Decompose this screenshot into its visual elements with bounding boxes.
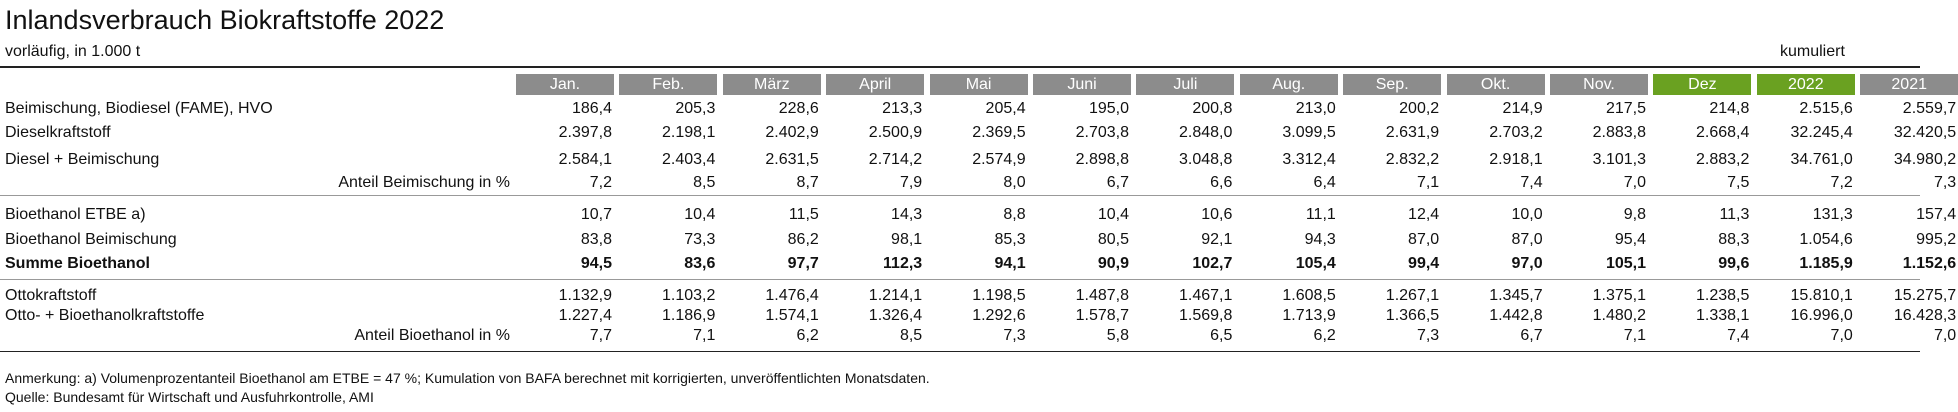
table-cell: 97,7 (787, 255, 819, 272)
table-cell: 88,3 (1718, 231, 1750, 248)
table-cell: 1.326,4 (868, 307, 923, 324)
table-cell: 1.338,1 (1696, 307, 1750, 324)
table-cell: 1.569,8 (1179, 307, 1233, 324)
table-cell: 34.980,2 (1893, 151, 1957, 168)
column-header: Dez (1653, 74, 1751, 95)
section-divider (0, 279, 1920, 280)
row-label: Bioethanol ETBE a) (5, 206, 146, 223)
table-cell: 2.515,6 (1799, 100, 1853, 117)
row-label: Beimischung, Biodiesel (FAME), HVO (5, 100, 273, 117)
table-cell: 213,0 (1295, 100, 1336, 117)
table-cell: 92,1 (1201, 231, 1233, 248)
table-cell: 1.467,1 (1179, 287, 1233, 304)
table-cell: 73,3 (684, 231, 716, 248)
table-cell: 87,0 (1408, 231, 1440, 248)
column-header: Okt. (1447, 74, 1545, 95)
table-cell: 94,5 (580, 255, 612, 272)
table-cell: 2.631,9 (1385, 124, 1440, 141)
column-header: Aug. (1240, 74, 1338, 95)
row-label: Anteil Beimischung in % (338, 174, 510, 191)
row-label: Diesel + Beimischung (5, 151, 160, 168)
column-header: Juni (1033, 74, 1131, 95)
table-cell: 1.480,2 (1592, 307, 1646, 324)
table-cell: 10,0 (1511, 206, 1543, 223)
table-cell: 2.848,0 (1179, 124, 1233, 141)
row-label: Dieselkraftstoff (5, 124, 111, 141)
table-cell: 1.214,1 (868, 287, 923, 304)
table-cell: 1.476,4 (765, 287, 819, 304)
table-cell: 1.578,7 (1075, 307, 1129, 324)
table-cell: 80,5 (1097, 231, 1129, 248)
table-cell: 6,4 (1313, 174, 1336, 191)
table-cell: 15.275,7 (1893, 287, 1957, 304)
table-cell: 7,0 (1933, 327, 1957, 344)
table-cell: 8,8 (1003, 206, 1026, 223)
source-note: Quelle: Bundesamt für Wirtschaft und Ausfuhrkontrolle, AMI (5, 389, 374, 405)
table-cell: 2.369,5 (972, 124, 1026, 141)
table-cell: 95,4 (1614, 231, 1646, 248)
table-cell: 7,2 (1830, 174, 1853, 191)
table-cell: 7,1 (693, 327, 716, 344)
table-cell: 205,3 (675, 100, 716, 117)
row-label: Anteil Bioethanol in % (354, 327, 510, 344)
row-label: Bioethanol Beimischung (5, 231, 177, 248)
table-cell: 16.428,3 (1893, 307, 1957, 324)
table-cell: 87,0 (1511, 231, 1543, 248)
table-cell: 34.761,0 (1790, 151, 1853, 168)
table-cell: 1.608,5 (1282, 287, 1336, 304)
table-cell: 7,4 (1727, 327, 1750, 344)
column-header: Juli (1136, 74, 1234, 95)
table-cell: 15.810,1 (1790, 287, 1853, 304)
table-cell: 6,2 (796, 327, 819, 344)
table-cell: 7,3 (1933, 174, 1957, 191)
table-cell: 7,0 (1830, 327, 1853, 344)
table-cell: 11,3 (1719, 206, 1750, 223)
table-cell: 2.918,1 (1489, 151, 1543, 168)
table-cell: 2.898,8 (1075, 151, 1129, 168)
table-cell: 8,7 (796, 174, 819, 191)
table-cell: 186,4 (571, 100, 612, 117)
top-rule (0, 66, 1920, 68)
table-cell: 8,0 (1003, 174, 1026, 191)
table-cell: 1.185,9 (1799, 255, 1853, 272)
table-cell: 2.198,1 (662, 124, 716, 141)
table-cell: 2.559,7 (1902, 100, 1957, 117)
table-cell: 3.048,8 (1179, 151, 1233, 168)
table-cell: 10,6 (1201, 206, 1233, 223)
column-header: Jan. (516, 74, 614, 95)
column-header: Nov. (1550, 74, 1648, 95)
table-cell: 3.099,5 (1282, 124, 1336, 141)
row-label: Summe Bioethanol (5, 255, 150, 272)
table-cell: 214,9 (1502, 100, 1543, 117)
row-label: Otto- + Bioethanolkraftstoffe (5, 307, 205, 324)
table-cell: 995,2 (1916, 231, 1957, 248)
table-cell: 2.584,1 (558, 151, 612, 168)
bottom-rule (0, 351, 1920, 352)
table-cell: 5,8 (1106, 327, 1129, 344)
table-cell: 7,0 (1623, 174, 1646, 191)
table-cell: 94,1 (994, 255, 1026, 272)
table-cell: 97,0 (1511, 255, 1543, 272)
table-cell: 9,8 (1623, 206, 1646, 223)
table-cell: 11,1 (1305, 206, 1336, 223)
footnote: Anmerkung: a) Volumenprozentanteil Bioethanol am ETBE = 47 %; Kumulation von BAFA berechnet mit korrigierten, unveröffentlichten Monatsdaten. (5, 370, 930, 386)
table-subtitle: vorläufig, in 1.000 t (5, 43, 141, 60)
table-cell: 7,3 (1003, 327, 1026, 344)
table-cell: 1.267,1 (1385, 287, 1440, 304)
table-cell: 14,3 (891, 206, 923, 223)
table-cell: 7,5 (1727, 174, 1750, 191)
column-header: 2022 (1757, 74, 1855, 95)
table-cell: 1.487,8 (1075, 287, 1129, 304)
table-cell: 6,7 (1520, 327, 1543, 344)
table-cell: 8,5 (693, 174, 716, 191)
table-title: Inlandsverbrauch Biokraftstoffe 2022 (5, 5, 445, 35)
table-cell: 3.312,4 (1282, 151, 1336, 168)
table-cell: 32.420,5 (1893, 124, 1957, 141)
table-cell: 2.500,9 (868, 124, 923, 141)
table-cell: 6,6 (1210, 174, 1233, 191)
table-cell: 6,2 (1313, 327, 1336, 344)
table-cell: 2.403,4 (662, 151, 716, 168)
cumulative-label: kumuliert (1780, 43, 1845, 60)
table-cell: 2.668,4 (1696, 124, 1750, 141)
table-cell: 1.375,1 (1592, 287, 1646, 304)
table-cell: 1.345,7 (1489, 287, 1543, 304)
table-cell: 32.245,4 (1790, 124, 1853, 141)
table-cell: 7,4 (1520, 174, 1543, 191)
table-cell: 1.574,1 (765, 307, 819, 324)
table-cell: 200,2 (1399, 100, 1440, 117)
table-cell: 99,4 (1408, 255, 1440, 272)
table-cell: 1.442,8 (1489, 307, 1543, 324)
table-cell: 86,2 (787, 231, 819, 248)
table-cell: 90,9 (1097, 255, 1129, 272)
table-cell: 205,4 (985, 100, 1026, 117)
table-cell: 2.631,5 (765, 151, 819, 168)
table-cell: 1.186,9 (662, 307, 716, 324)
table-cell: 2.397,8 (558, 124, 612, 141)
table-cell: 228,6 (778, 100, 819, 117)
row-label: Ottokraftstoff (5, 287, 97, 304)
table-cell: 10,4 (1097, 206, 1129, 223)
column-header: April (826, 74, 924, 95)
table-cell: 6,5 (1210, 327, 1233, 344)
table-cell: 1.054,6 (1799, 231, 1853, 248)
table-cell: 1.132,9 (558, 287, 612, 304)
table-cell: 10,4 (684, 206, 716, 223)
table-cell: 1.198,5 (972, 287, 1026, 304)
table-cell: 7,1 (1416, 174, 1440, 191)
table-cell: 98,1 (891, 231, 923, 248)
table-cell: 195,0 (1088, 100, 1129, 117)
table-cell: 2.402,9 (765, 124, 819, 141)
table-cell: 1.713,9 (1282, 307, 1336, 324)
table-cell: 1.366,5 (1385, 307, 1440, 324)
table-cell: 85,3 (994, 231, 1026, 248)
table-cell: 6,7 (1106, 174, 1129, 191)
table-cell: 105,4 (1295, 255, 1336, 272)
section-divider (0, 195, 1920, 196)
table-cell: 213,3 (882, 100, 923, 117)
table-cell: 200,8 (1192, 100, 1233, 117)
table-cell: 83,6 (684, 255, 716, 272)
table-cell: 94,3 (1304, 231, 1336, 248)
table-cell: 12,4 (1408, 206, 1440, 223)
table-cell: 1.292,6 (972, 307, 1026, 324)
column-header: März (723, 74, 821, 95)
table-cell: 11,5 (788, 206, 819, 223)
table-cell: 16.996,0 (1790, 307, 1853, 324)
table-cell: 7,3 (1416, 327, 1440, 344)
table-cell: 99,6 (1718, 255, 1750, 272)
table-cell: 1.103,2 (662, 287, 716, 304)
table-cell: 2.883,2 (1696, 151, 1750, 168)
table-cell: 2.703,2 (1489, 124, 1543, 141)
table-cell: 157,4 (1916, 206, 1957, 223)
table-cell: 10,7 (580, 206, 612, 223)
column-header: Feb. (619, 74, 717, 95)
table-cell: 7,7 (589, 327, 612, 344)
table-cell: 2.574,9 (972, 151, 1026, 168)
column-header: Mai (930, 74, 1028, 95)
column-header: 2021 (1860, 74, 1958, 95)
table-cell: 2.714,2 (868, 151, 923, 168)
table-cell: 1.227,4 (558, 307, 612, 324)
table-cell: 102,7 (1192, 255, 1233, 272)
table-cell: 105,1 (1605, 255, 1646, 272)
table-cell: 2.832,2 (1385, 151, 1440, 168)
table-cell: 217,5 (1605, 100, 1646, 117)
table-cell: 3.101,3 (1592, 151, 1646, 168)
table-cell: 7,1 (1623, 327, 1646, 344)
table-cell: 131,3 (1812, 206, 1853, 223)
table-cell: 7,9 (899, 174, 923, 191)
table-cell: 214,8 (1709, 100, 1750, 117)
table-cell: 83,8 (580, 231, 612, 248)
column-header: Sep. (1343, 74, 1441, 95)
table-cell: 1.238,5 (1696, 287, 1750, 304)
table-cell: 2.883,8 (1592, 124, 1646, 141)
table-cell: 1.152,6 (1902, 255, 1957, 272)
table-cell: 112,3 (883, 255, 923, 272)
table-cell: 8,5 (899, 327, 923, 344)
table-cell: 2.703,8 (1075, 124, 1129, 141)
table-cell: 7,2 (589, 174, 612, 191)
